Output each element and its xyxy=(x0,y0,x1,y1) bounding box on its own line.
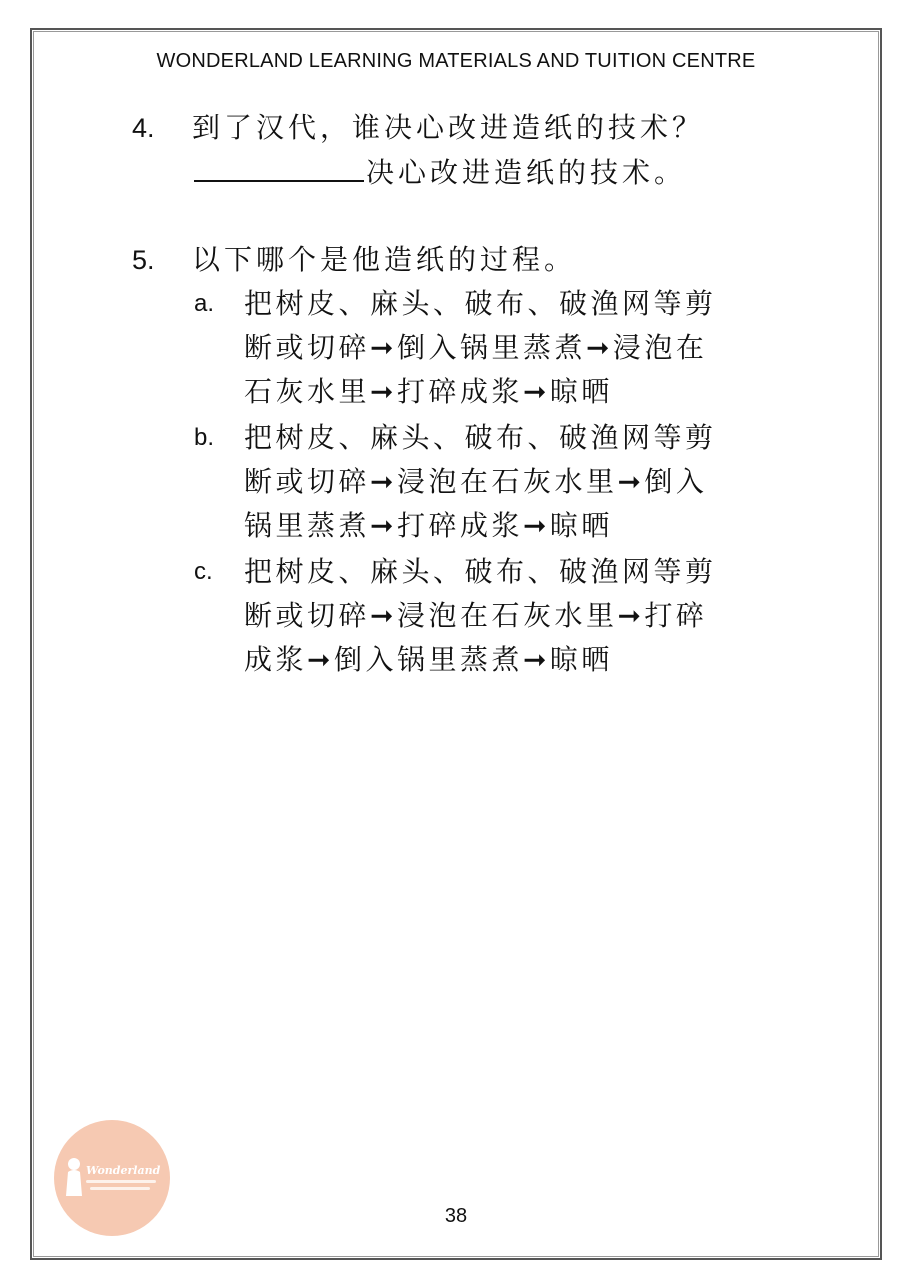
option-line: 断或切碎➞浸泡在石灰水里➞打碎 xyxy=(244,599,708,632)
option-line: 成浆➞倒入锅里蒸煮➞晾晒 xyxy=(244,643,613,676)
girl-figure-icon xyxy=(64,1156,84,1200)
option-line: 断或切碎➞浸泡在石灰水里➞倒入 xyxy=(244,465,708,498)
option-line: 把树皮、麻头、破布、破渔网等剪 xyxy=(244,421,717,454)
question-number: 4. xyxy=(132,113,155,143)
logo-text: Wonderland xyxy=(86,1164,161,1177)
answer-suffix: 决心改进造纸的技术。 xyxy=(366,156,687,189)
question-text: 到了汉代，谁决心改进造纸的技术？ xyxy=(192,111,705,144)
logo-tagline-mark xyxy=(90,1187,150,1190)
logo-tagline-mark xyxy=(86,1180,156,1183)
option-c[interactable] xyxy=(194,550,794,682)
question-4 xyxy=(132,106,812,196)
page-number: 38 xyxy=(444,1205,468,1227)
option-letter: b. xyxy=(194,424,215,451)
option-letter: a. xyxy=(194,290,215,317)
option-line: 石灰水里➞打碎成浆➞晾晒 xyxy=(244,375,613,408)
option-line: 断或切碎➞倒入锅里蒸煮➞浸泡在 xyxy=(244,331,708,364)
option-line: 把树皮、麻头、破布、破渔网等剪 xyxy=(244,287,717,320)
option-a[interactable] xyxy=(194,282,794,414)
option-line: 锅里蒸煮➞打碎成浆➞晾晒 xyxy=(244,509,613,542)
option-letter: c. xyxy=(194,558,213,585)
question-number: 5. xyxy=(132,245,155,275)
question-text: 以下哪个是他造纸的过程。 xyxy=(192,243,577,276)
page-header: WONDERLAND LEARNING MATERIALS AND TUITION CENTRE xyxy=(156,50,756,72)
option-line: 把树皮、麻头、破布、破渔网等剪 xyxy=(244,555,717,588)
answer-line xyxy=(194,150,686,195)
question-5 xyxy=(132,238,812,678)
answer-blank[interactable] xyxy=(194,150,364,182)
option-b[interactable] xyxy=(194,416,794,548)
